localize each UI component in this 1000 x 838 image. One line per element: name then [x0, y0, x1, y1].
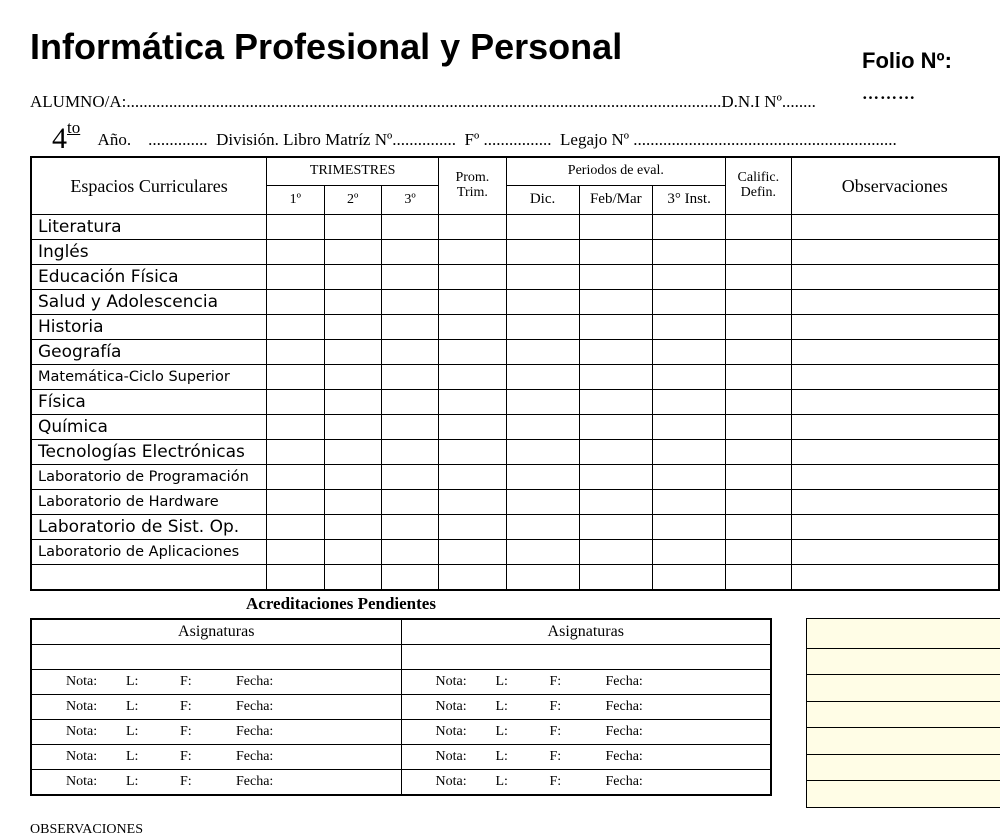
pending-row — [31, 720, 771, 745]
grade-cell[interactable] — [726, 215, 792, 240]
col-period-3inst: 3° Inst. — [653, 186, 726, 215]
legajo-field[interactable]: .............................................................. — [633, 130, 897, 149]
col-prom-line2: Trim. — [456, 185, 488, 200]
col-subjects: Espacios Curriculares — [31, 157, 267, 215]
col-period-dic: Dic. — [506, 186, 579, 215]
grade-cell[interactable] — [267, 390, 324, 415]
nota-label: Nota: — [435, 749, 467, 764]
grade-cell[interactable] — [324, 390, 381, 415]
grade-cell[interactable] — [653, 415, 726, 440]
fecha-label: Fecha: — [605, 699, 643, 714]
grade-cell[interactable] — [381, 315, 438, 340]
col-calif-line2: Defin. — [740, 185, 777, 200]
col-trim-2: 2º — [324, 186, 381, 215]
fecha-label: Fecha: — [236, 674, 274, 689]
grade-cell[interactable] — [653, 315, 726, 340]
col-period-febmar: Feb/Mar — [579, 186, 653, 215]
l-label: L: — [495, 674, 508, 689]
division-label: División. Libro Matríz Nº — [216, 130, 393, 149]
subject-name — [31, 565, 267, 591]
alumno-field[interactable]: ............................................................................................................................................ — [126, 92, 722, 111]
l-label: L: — [126, 699, 139, 714]
grade-cell[interactable] — [579, 440, 653, 465]
dni-field[interactable]: ........ — [781, 92, 816, 111]
grade-cell[interactable] — [324, 465, 381, 490]
pending-col-header-left: Asignaturas — [31, 619, 401, 645]
pending-table — [30, 618, 772, 796]
grade-cell[interactable] — [324, 340, 381, 365]
stamp-box-line — [807, 754, 1000, 755]
table-row — [31, 265, 999, 290]
pending-grade-cell[interactable] — [401, 745, 771, 770]
subject-name: Química — [31, 415, 267, 440]
f-label: F: — [549, 724, 562, 739]
nota-label: Nota: — [66, 699, 98, 714]
grade-cell[interactable] — [726, 415, 792, 440]
grade-cell[interactable] — [506, 565, 579, 591]
grade-cell[interactable] — [791, 440, 999, 465]
fecha-label: Fecha: — [605, 749, 643, 764]
grade-cell[interactable] — [324, 515, 381, 540]
grade-cell[interactable] — [381, 490, 438, 515]
f-label: F: — [549, 699, 562, 714]
grade-cell[interactable] — [726, 440, 792, 465]
grade-cell[interactable] — [381, 465, 438, 490]
table-row — [31, 340, 999, 365]
stamp-box-line — [807, 701, 1000, 702]
division-field[interactable]: .............. — [148, 130, 208, 149]
grade-cell[interactable] — [791, 390, 999, 415]
f-label: F: — [549, 749, 562, 764]
grade-cell[interactable] — [653, 265, 726, 290]
grade-cell[interactable] — [381, 290, 438, 315]
grade-cell[interactable] — [579, 315, 653, 340]
grade-cell[interactable] — [791, 515, 999, 540]
subject-name: Laboratorio de Aplicaciones — [31, 540, 267, 565]
grade-cell[interactable] — [439, 515, 506, 540]
subject-name: Laboratorio de Sist. Op. — [31, 515, 267, 540]
grade-cell[interactable] — [726, 390, 792, 415]
grade-cell[interactable] — [579, 365, 653, 390]
grade-cell[interactable] — [726, 515, 792, 540]
pending-grade-cell[interactable] — [401, 695, 771, 720]
subject-name: Educación Física — [31, 265, 267, 290]
f-label: F: — [180, 749, 192, 764]
grade-cell[interactable] — [381, 365, 438, 390]
alumno-label: ALUMNO/A: — [30, 92, 127, 111]
grade-cell[interactable] — [267, 565, 324, 591]
grade-cell[interactable] — [579, 340, 653, 365]
grade-cell[interactable] — [726, 540, 792, 565]
grade-cell[interactable] — [506, 415, 579, 440]
year-word: Año. — [97, 130, 132, 149]
f-label: F: — [180, 699, 192, 714]
nota-label: Nota: — [66, 674, 98, 689]
nota-label: Nota: — [435, 674, 467, 689]
fecha-label: Fecha: — [605, 724, 643, 739]
grade-cell[interactable] — [579, 215, 653, 240]
grade-cell[interactable] — [324, 265, 381, 290]
grade-cell[interactable] — [506, 515, 579, 540]
grade-cell[interactable] — [381, 440, 438, 465]
nota-label: Nota: — [66, 749, 98, 764]
grade-cell[interactable] — [579, 265, 653, 290]
grade-cell[interactable] — [324, 215, 381, 240]
grade-cell[interactable] — [579, 515, 653, 540]
grade-cell[interactable] — [324, 290, 381, 315]
grade-cell[interactable] — [726, 265, 792, 290]
grade-cell[interactable] — [791, 415, 999, 440]
stamp-box-line — [807, 648, 1000, 649]
pending-grade-cell[interactable] — [31, 745, 401, 770]
table-row — [31, 415, 999, 440]
grade-cell[interactable] — [726, 465, 792, 490]
fo-field[interactable]: ................ — [483, 130, 552, 149]
nota-label: Nota: — [66, 724, 98, 739]
grade-cell[interactable] — [267, 290, 324, 315]
grade-cell[interactable] — [653, 290, 726, 315]
grade-cell[interactable] — [579, 240, 653, 265]
f-label: F: — [180, 724, 192, 739]
grade-cell[interactable] — [579, 490, 653, 515]
subject-name: Historia — [31, 315, 267, 340]
grade-cell[interactable] — [653, 440, 726, 465]
table-row — [31, 490, 999, 515]
grade-cell[interactable] — [506, 315, 579, 340]
grade-cell[interactable] — [653, 490, 726, 515]
l-label: L: — [495, 724, 508, 739]
grade-cell[interactable] — [726, 365, 792, 390]
grade-cell[interactable] — [579, 390, 653, 415]
grade-cell[interactable] — [267, 515, 324, 540]
grade-cell[interactable] — [324, 365, 381, 390]
grade-cell[interactable] — [439, 340, 506, 365]
grade-cell[interactable] — [381, 540, 438, 565]
course-line — [52, 118, 897, 156]
grade-cell[interactable] — [791, 490, 999, 515]
stamp-box[interactable] — [806, 618, 1000, 808]
fecha-label: Fecha: — [236, 749, 274, 764]
grade-cell[interactable] — [267, 240, 324, 265]
subject-name: Tecnologías Electrónicas — [31, 440, 267, 465]
grade-cell[interactable] — [439, 315, 506, 340]
pending-title: Acreditaciones Pendientes — [246, 594, 436, 613]
stamp-box-line — [807, 674, 1000, 675]
fecha-label: Fecha: — [236, 699, 274, 714]
grade-cell[interactable] — [726, 565, 792, 591]
grade-cell[interactable] — [791, 365, 999, 390]
grade-cell[interactable] — [726, 315, 792, 340]
table-row — [31, 315, 999, 340]
libro-field[interactable]: ............... — [392, 130, 457, 149]
l-label: L: — [126, 674, 139, 689]
nota-label: Nota: — [435, 724, 467, 739]
grade-cell[interactable] — [381, 215, 438, 240]
table-row — [31, 365, 999, 390]
dni-label: D.N.I Nº — [721, 92, 782, 111]
fo-label: Fº — [464, 130, 480, 149]
fecha-label: Fecha: — [605, 774, 643, 789]
grade-cell[interactable] — [381, 390, 438, 415]
nota-label: Nota: — [435, 774, 467, 789]
legajo-label: Legajo Nº — [560, 130, 630, 149]
subject-name: Inglés — [31, 240, 267, 265]
grade-cell[interactable] — [579, 565, 653, 591]
grade-cell[interactable] — [653, 240, 726, 265]
grade-cell[interactable] — [791, 240, 999, 265]
grade-cell[interactable] — [791, 215, 999, 240]
table-row — [31, 465, 999, 490]
grade-cell[interactable] — [791, 465, 999, 490]
stamp-box-line — [807, 727, 1000, 728]
grade-cell[interactable] — [439, 565, 506, 591]
year-number: 4 — [52, 122, 67, 155]
col-calif — [726, 157, 792, 215]
grade-cell[interactable] — [267, 465, 324, 490]
grade-cell[interactable] — [439, 440, 506, 465]
grade-cell[interactable] — [267, 540, 324, 565]
pending-row — [31, 670, 771, 695]
f-label: F: — [549, 774, 562, 789]
pending-row — [31, 745, 771, 770]
pending-row — [31, 695, 771, 720]
grade-cell[interactable] — [381, 515, 438, 540]
pending-grade-cell[interactable] — [31, 695, 401, 720]
folio-value[interactable]: ……… — [862, 84, 916, 103]
col-trimestres: TRIMESTRES — [267, 157, 439, 186]
pending-grade-cell[interactable] — [401, 720, 771, 745]
grade-cell[interactable] — [324, 540, 381, 565]
f-label: F: — [549, 674, 562, 689]
folio-label: Folio Nº: — [862, 48, 952, 73]
grades-table — [30, 156, 1000, 591]
grade-cell[interactable] — [381, 415, 438, 440]
grade-cell[interactable] — [324, 415, 381, 440]
l-label: L: — [495, 749, 508, 764]
pending-subject-right[interactable] — [401, 645, 771, 670]
col-trim-3: 3º — [381, 186, 438, 215]
fecha-label: Fecha: — [236, 724, 274, 739]
col-prom-line1: Prom. — [455, 170, 490, 186]
col-observaciones: Observaciones — [791, 157, 999, 215]
observaciones-label: OBSERVACIONES — [30, 822, 143, 837]
grade-cell[interactable] — [439, 490, 506, 515]
grade-cell[interactable] — [579, 465, 653, 490]
stamp-box-line — [807, 780, 1000, 781]
grade-cell[interactable] — [791, 540, 999, 565]
page-title: Informática Profesional y Personal — [30, 26, 623, 67]
grade-cell[interactable] — [653, 565, 726, 591]
grade-cell[interactable] — [506, 540, 579, 565]
l-label: L: — [126, 724, 139, 739]
grade-cell[interactable] — [653, 465, 726, 490]
grade-cell[interactable] — [726, 240, 792, 265]
pending-rows — [31, 670, 771, 796]
grade-cell[interactable] — [439, 365, 506, 390]
grade-cell[interactable] — [506, 340, 579, 365]
grade-cell[interactable] — [439, 215, 506, 240]
grade-cell[interactable] — [267, 265, 324, 290]
student-line — [30, 92, 816, 112]
grade-cell[interactable] — [579, 290, 653, 315]
grade-cell[interactable] — [267, 215, 324, 240]
grade-cell[interactable] — [653, 215, 726, 240]
year-suffix: to — [67, 118, 81, 137]
grade-cell[interactable] — [653, 340, 726, 365]
pending-row — [31, 770, 771, 796]
fecha-label: Fecha: — [605, 674, 643, 689]
l-label: L: — [495, 699, 508, 714]
grade-cell[interactable] — [791, 315, 999, 340]
grade-cell[interactable] — [324, 440, 381, 465]
grade-cell[interactable] — [653, 515, 726, 540]
l-label: L: — [126, 749, 139, 764]
nota-label: Nota: — [435, 699, 467, 714]
l-label: L: — [495, 774, 508, 789]
grade-cell[interactable] — [506, 390, 579, 415]
grade-rows — [31, 215, 999, 591]
f-label: F: — [180, 774, 192, 789]
grade-cell[interactable] — [267, 340, 324, 365]
grade-cell[interactable] — [267, 415, 324, 440]
grade-cell[interactable] — [791, 565, 999, 591]
grade-cell[interactable] — [653, 390, 726, 415]
grade-cell[interactable] — [506, 290, 579, 315]
grade-cell[interactable] — [506, 240, 579, 265]
grade-cell[interactable] — [381, 340, 438, 365]
grade-cell[interactable] — [439, 540, 506, 565]
grade-cell[interactable] — [726, 340, 792, 365]
grade-cell[interactable] — [791, 340, 999, 365]
grade-cell[interactable] — [506, 265, 579, 290]
grade-cell[interactable] — [726, 290, 792, 315]
grade-cell[interactable] — [506, 490, 579, 515]
grade-cell[interactable] — [791, 290, 999, 315]
grade-cell[interactable] — [439, 240, 506, 265]
grade-cell[interactable] — [324, 565, 381, 591]
pending-grade-cell[interactable] — [31, 670, 401, 695]
grade-cell[interactable] — [381, 240, 438, 265]
grade-cell[interactable] — [506, 215, 579, 240]
nota-label: Nota: — [66, 774, 98, 789]
grade-cell[interactable] — [324, 315, 381, 340]
pending-grade-cell[interactable] — [401, 770, 771, 796]
pending-grade-cell[interactable] — [401, 670, 771, 695]
grade-cell[interactable] — [726, 490, 792, 515]
subject-name: Literatura — [31, 215, 267, 240]
subject-name: Matemática-Ciclo Superior — [31, 365, 267, 390]
table-row — [31, 565, 999, 591]
grade-cell[interactable] — [267, 315, 324, 340]
grade-cell[interactable] — [579, 540, 653, 565]
grade-cell[interactable] — [506, 365, 579, 390]
grade-cell[interactable] — [439, 290, 506, 315]
grade-cell[interactable] — [381, 265, 438, 290]
grade-cell[interactable] — [653, 540, 726, 565]
col-periodos: Periodos de eval. — [506, 157, 726, 186]
subject-name: Salud y Adolescencia — [31, 290, 267, 315]
subject-name: Física — [31, 390, 267, 415]
grade-cell[interactable] — [506, 465, 579, 490]
pending-grade-cell[interactable] — [31, 770, 401, 796]
grade-cell[interactable] — [439, 265, 506, 290]
pending-subject-left[interactable] — [31, 645, 401, 670]
f-label: F: — [180, 674, 192, 689]
subject-name: Laboratorio de Programación — [31, 465, 267, 490]
table-row — [31, 515, 999, 540]
table-row — [31, 440, 999, 465]
table-row — [31, 215, 999, 240]
grade-cell[interactable] — [267, 490, 324, 515]
table-row — [31, 390, 999, 415]
grade-cell[interactable] — [267, 440, 324, 465]
grade-cell[interactable] — [324, 490, 381, 515]
pending-grade-cell[interactable] — [31, 720, 401, 745]
table-row — [31, 540, 999, 565]
l-label: L: — [126, 774, 139, 789]
col-prom — [439, 157, 506, 215]
grade-cell[interactable] — [439, 465, 506, 490]
pending-col-header-right: Asignaturas — [401, 619, 771, 645]
grade-cell[interactable] — [439, 390, 506, 415]
col-calif-line1: Calific. — [737, 170, 780, 186]
grade-cell[interactable] — [653, 365, 726, 390]
grade-cell[interactable] — [506, 440, 579, 465]
fecha-label: Fecha: — [236, 774, 274, 789]
grade-cell[interactable] — [791, 265, 999, 290]
subject-name: Geografía — [31, 340, 267, 365]
grade-cell[interactable] — [267, 365, 324, 390]
grade-cell[interactable] — [579, 415, 653, 440]
table-row — [31, 290, 999, 315]
subject-name: Laboratorio de Hardware — [31, 490, 267, 515]
col-trim-1: 1º — [267, 186, 324, 215]
table-row — [31, 240, 999, 265]
grade-cell[interactable] — [381, 565, 438, 591]
grade-cell[interactable] — [439, 415, 506, 440]
grade-cell[interactable] — [324, 240, 381, 265]
